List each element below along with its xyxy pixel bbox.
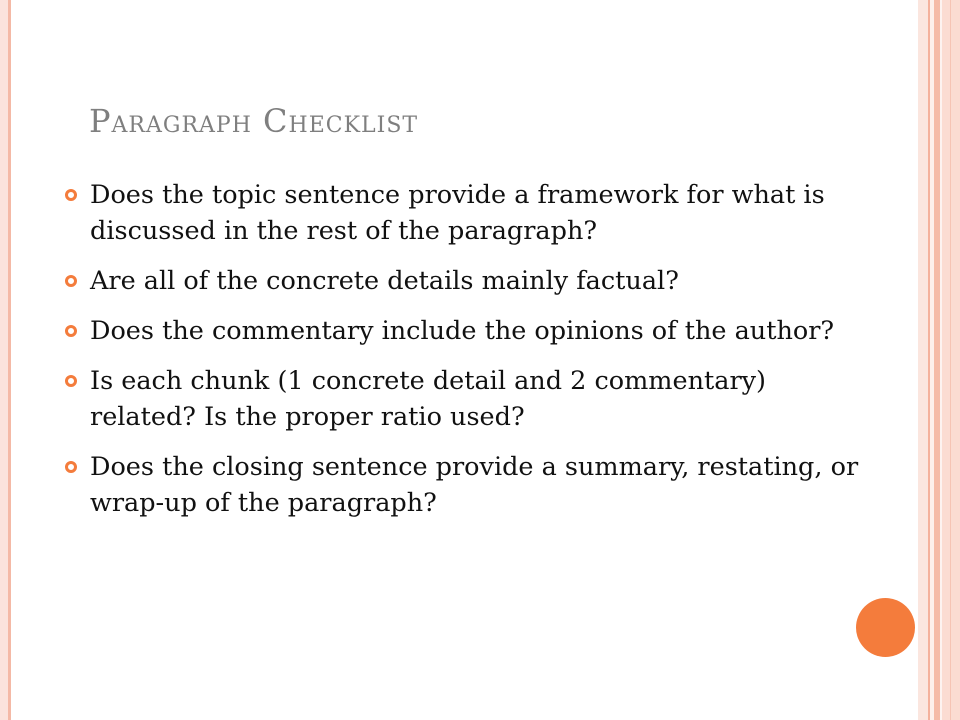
right-stripe-6: [942, 0, 960, 720]
bullet-list: [64, 177, 870, 535]
orange-circle-icon: [856, 598, 915, 657]
right-stripe-7: [950, 0, 951, 720]
bullet-text: Does the closing sentence provide a summary, restating, or wrap-up of the paragraph?: [90, 452, 859, 518]
right-stripe-1: [918, 0, 928, 720]
bullet-text: Is each chunk (1 concrete detail and 2 commentary) related? Is the proper ratio used?: [90, 366, 766, 432]
bullet-text: Are all of the concrete details mainly factual?: [90, 266, 679, 296]
ring-bullet-icon: [64, 324, 78, 338]
ring-bullet-icon: [64, 188, 78, 202]
ring-bullet-icon: [64, 374, 78, 388]
bullet-text: Does the topic sentence provide a framework for what is discussed in the rest of the paragraph?: [90, 180, 825, 246]
bullet-item: [64, 313, 870, 349]
bullet-item: [64, 363, 870, 435]
left-border-line: [8, 0, 11, 720]
slide-title: Paragraph Checklist: [89, 102, 419, 140]
ring-bullet-icon: [64, 274, 78, 288]
left-border: [0, 0, 8, 720]
bullet-item: [64, 177, 870, 249]
bullet-text: Does the commentary include the opinions of the author?: [90, 316, 835, 346]
ring-bullet-icon: [64, 460, 78, 474]
bullet-item: [64, 263, 870, 299]
bullet-item: [64, 449, 870, 521]
